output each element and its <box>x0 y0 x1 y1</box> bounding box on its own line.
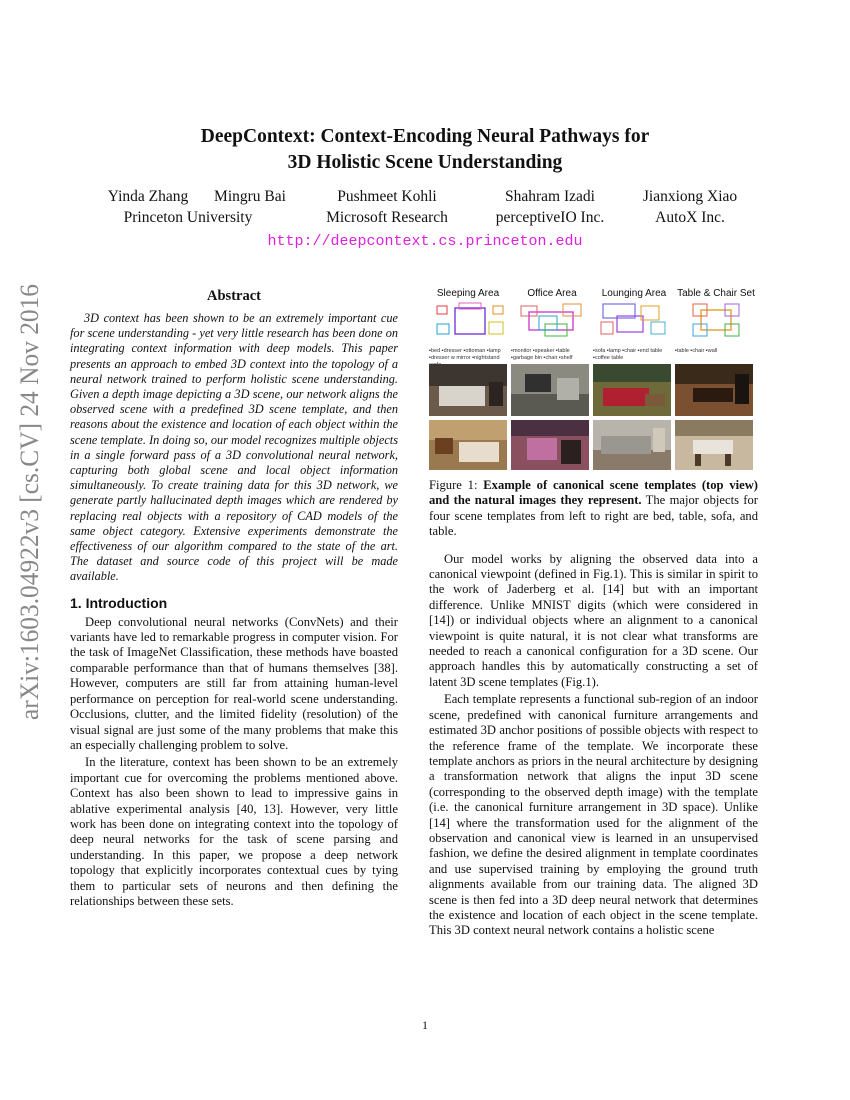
arxiv-id-text: arXiv:1603.04922v3 [cs.CV] 24 Nov 2016 <box>15 280 44 720</box>
intro-p1-text: Deep convolutional neural networks (ConvNets) and their variants have led to remarkable progress in computer vision. For the task of ImageNet Classification, these methods have boasted comparable performance than that of humans themselves [38]. However, computers are still far from attaining human-level performance on perception for real-world scene understanding. Occlusions, clutter, and the limited fidelity (resolution) of the visual signal are just some of the many problems that make this an especially challenging problem to solve. <box>70 614 398 752</box>
photo-office-1 <box>511 364 589 416</box>
caption-prefix: Figure 1: <box>429 478 484 492</box>
figure-label-lounging: Lounging Area <box>601 288 667 299</box>
abstract-text: 3D context has been shown to be an extremely important cue for scene understanding - yet very little research has been done on integrating context information with deep models. This paper presents an approach to embed 3D context into the topology of a neural network trained to perform holistic scene understanding. Given a depth image depicting a 3D scene, our network aligns the observed scene with a predefined 3D scene template, and then reasons about the existence and location of each object within the scene template. In doing so, our model recognizes multiple objects in a single forward pass of a 3D convolutional neural network, capturing both global scene and local object information simultaneously. To create training data for this 3D network, we generate partly hallucinated depth images which are rendered by replacing real objects with a repository of CAD models of the same object category. Extensive experiments demonstrate the effectiveness of our algorithm compared to the state of the art. The dataset and source code of this project will be made available. <box>70 311 398 584</box>
arxiv-identifier-stamp <box>8 280 48 720</box>
legend-sleeping: ▪bed ▪dresser ▪ottoman ▪lamp ▪dresser w mirror ▪nightstand <box>429 348 501 361</box>
introduction-heading: 1. Introduction <box>70 594 168 611</box>
figure-label-table-chair: Table & Chair Set <box>677 288 755 299</box>
author-affiliation: Microsoft Research <box>326 209 448 226</box>
abstract-heading: Abstract <box>207 288 261 304</box>
affiliation-princeton: Princeton University <box>123 209 253 226</box>
author-name: Mingru Bai <box>214 188 286 205</box>
title-line-1: DeepContext: Context-Encoding Neural Pathways for <box>200 126 650 147</box>
template-sleeping-area <box>433 302 507 338</box>
photo-dining-1 <box>675 364 753 416</box>
author-affiliation: AutoX Inc. <box>655 209 725 226</box>
legend-table-chair: ▪table ▪chair ▪wall <box>675 348 718 354</box>
right-paragraph-2 <box>429 692 758 939</box>
legend-lounging: ▪sofa ▪lamp ▪chair ▪end table ▪coffee table <box>593 348 663 361</box>
project-url-link[interactable]: http://deepcontext.cs.princeton.edu <box>267 233 583 250</box>
caption-rest: The major objects for four scene templates from left to right are bed, table, sofa, and table. <box>429 493 758 539</box>
right-p1-text: Our model works by aligning the observed data into a canonical viewpoint (defined in Fig.1). This is similar in spirit to the work of Jaderberg et al. [14] but with an important difference. Unlike MNIST digits (which were considered in [14]) or individual objects where an alignment to a canonical viewpoint is quite natural, it is not clear what transforms are needed to reach a canonical configuration for a 3D scene. Our approach handles this by automatically constructing a set of latent 3D scene templates (Fig.1). <box>429 551 758 689</box>
paper-title <box>0 124 850 176</box>
right-p2-text: Each template represents a functional sub-region of an indoor scene, predefined with canonical furniture arrangements and estimated 3D anchor positions of possible objects with respect to the reference frame of the template. We incorporate these template anchors as priors in the neural architecture by designing a transformation network that aligns the input 3D scene (corresponding to the observed depth image) with the template (i.e. the canonical furniture arrangement in 3D space). Unlike [14] where the transformation used for the alignment of the observation and canonical view is learned in an unsupervised fashion, we define the desired alignment in template coordinates and use supervised training by employing the ground truth alignments available from our training data. The aligned 3D scene is then fed into a 3D deep neural network that determines the existence and location of each object in the scene template. This 3D context neural network contains a holistic scene <box>429 692 758 938</box>
legend-office: ▪monitor ▪speaker ▪table ▪garbage bin ▪chair ▪shelf <box>511 348 573 361</box>
right-column <box>429 288 758 941</box>
intro-paragraph-1 <box>70 615 398 754</box>
intro-p2-text: In the literature, context has been shown to be an extremely important cue for overcoming the problems mentioned above. Context has also been shown to lead to impressive gains in ablative experimental analysis [40, 13]. However, very little work has been done on integrating context into the topology of deep neural networks for the task of scene parsing and understanding. In this paper, we propose a deep network topology that explicitly incorporates contextual cues by tying them to particular sets of neurons and then defining the relationships between these sets. <box>70 755 398 908</box>
figure-label-sleeping: Sleeping Area <box>436 288 500 299</box>
author-name: Shahram Izadi <box>505 188 595 205</box>
shared-affiliation <box>98 207 278 228</box>
arxiv-stamp-svg <box>8 280 48 720</box>
left-column <box>70 288 398 911</box>
figure-label-office: Office Area <box>527 288 577 299</box>
figure-1 <box>429 288 758 470</box>
photo-lounge-2 <box>593 420 671 470</box>
intro-paragraph-2 <box>70 755 398 909</box>
author-name: Pushmeet Kohli <box>337 188 437 205</box>
author-affiliation: perceptiveIO Inc. <box>495 209 605 226</box>
author-name: Yinda Zhang <box>107 188 189 205</box>
photo-lounge-1 <box>593 364 671 416</box>
author-3 <box>297 186 477 228</box>
page-number: 1 <box>422 1018 428 1032</box>
caption-bold: Example of canonical scene templates (top view) and the natural images they represent. <box>429 478 758 508</box>
author-5 <box>600 186 780 228</box>
photo-bedroom-1 <box>429 364 507 416</box>
photo-dining-2 <box>675 420 753 470</box>
author-name: Jianxiong Xiao <box>642 188 738 205</box>
template-lounging-area <box>597 302 671 338</box>
template-office-area <box>515 302 589 338</box>
photo-office-2 <box>511 420 589 470</box>
title-line-2: 3D Holistic Scene Understanding <box>287 152 563 173</box>
template-table-chair <box>679 302 753 338</box>
photo-bedroom-2 <box>429 420 507 470</box>
figure-1-caption <box>429 478 758 540</box>
author-block <box>0 186 850 230</box>
right-paragraph-1 <box>429 552 758 691</box>
